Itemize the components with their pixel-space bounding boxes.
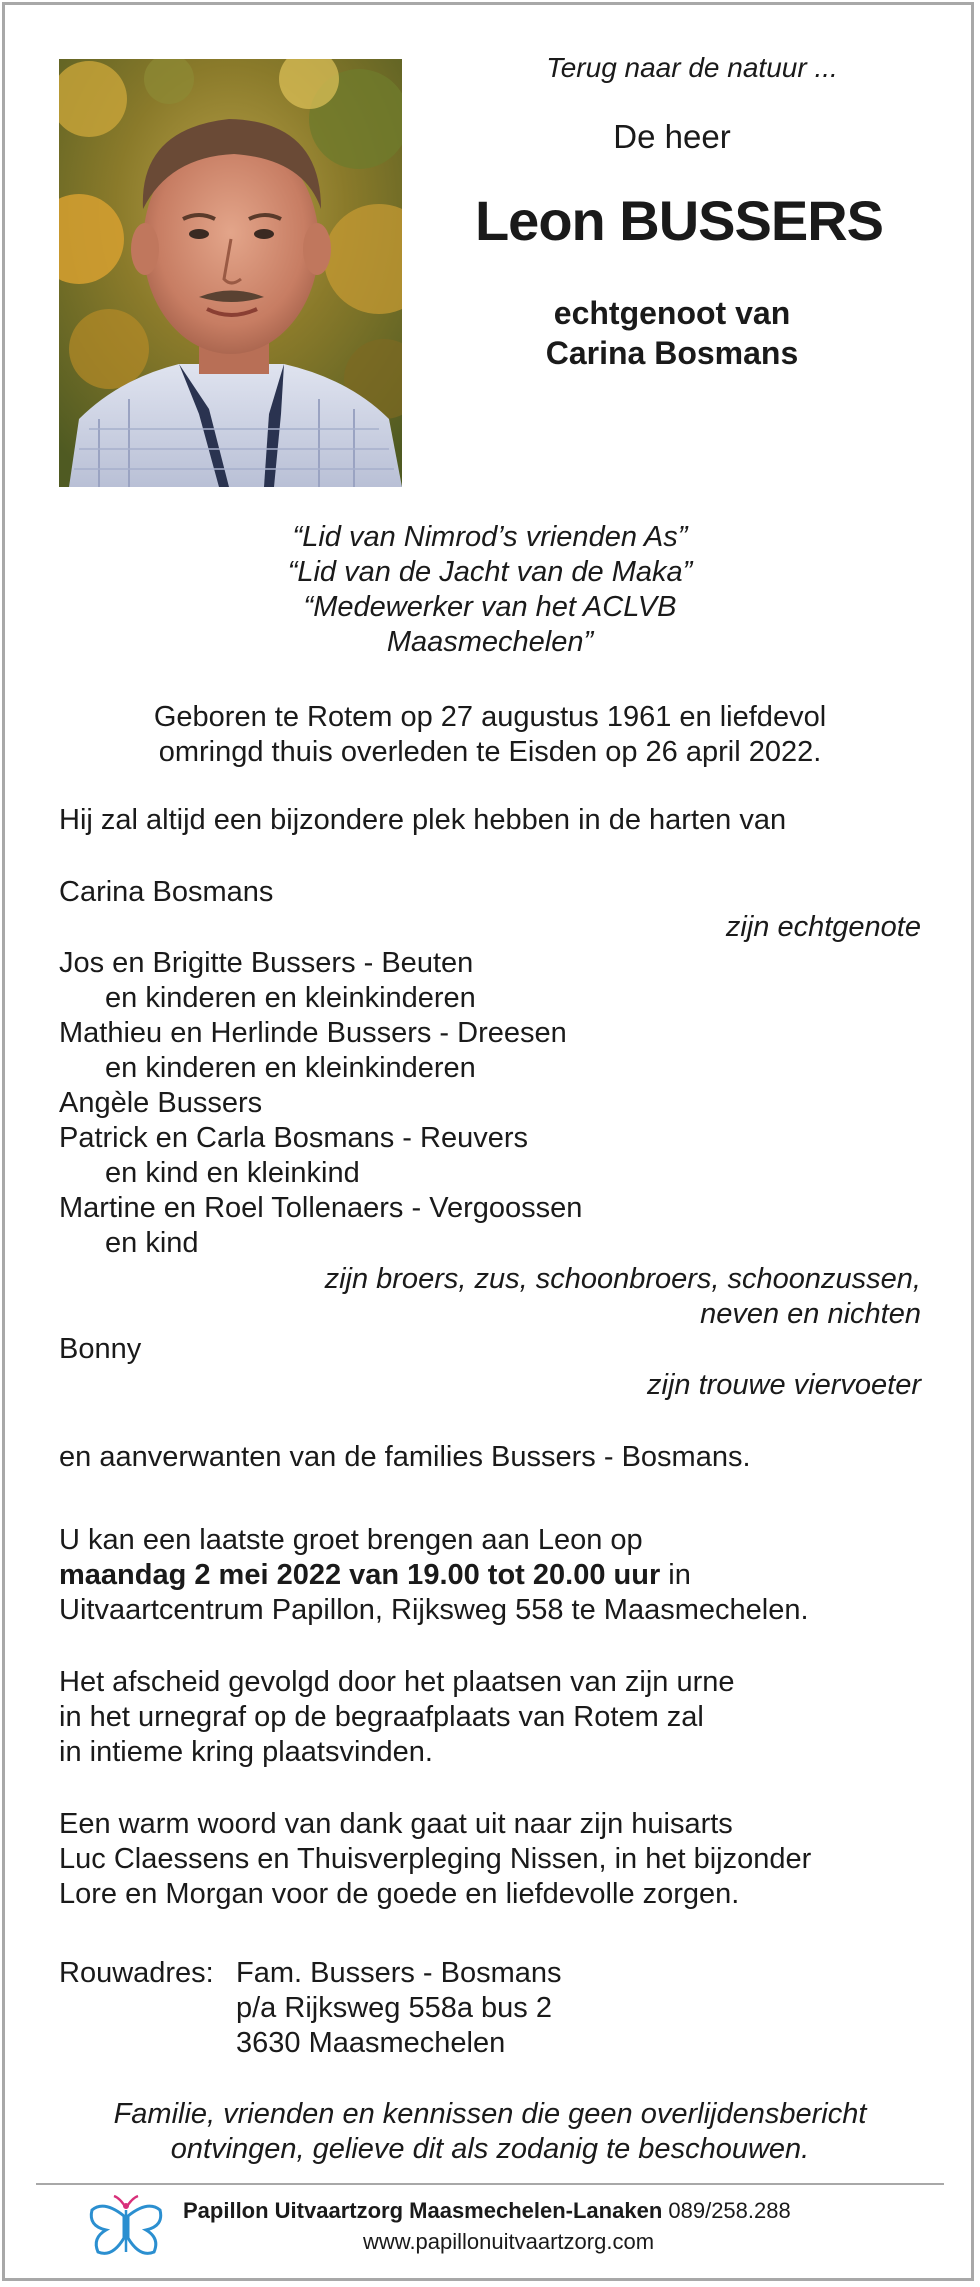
motto: Terug naar de natuur ...	[546, 52, 838, 83]
mourner-line: Martine en Roel Tollenaers - Vergoossen	[59, 1192, 583, 1224]
thanks-line: Een warm woord van dank gaat uit naar zijn huisarts	[59, 1808, 733, 1840]
footer-divider	[36, 2183, 944, 2185]
birth-death-line: Geboren te Rotem op 27 augustus 1961 en liefdevol	[153, 701, 827, 733]
thanks-line: Lore en Morgan voor de goede en liefdevolle zorgen.	[59, 1878, 740, 1910]
spouse-line-1: echtgenoot van	[553, 295, 791, 331]
visitation-date	[59, 1558, 691, 1593]
quote-line: “Medewerker van het ACLVB	[303, 591, 677, 623]
deceased-name: Leon BUSSERS	[474, 189, 884, 252]
mourner-role: neven en nichten	[700, 1298, 921, 1330]
address-line: Fam. Bussers - Bosmans	[236, 1957, 562, 1989]
relatives-line: en aanverwanten van de families Bussers - Bosmans.	[59, 1441, 751, 1473]
birth-death-line: omringd thuis overleden te Eisden op 26 april 2022.	[158, 736, 822, 768]
mourner-line: Mathieu en Herlinde Bussers - Dreesen	[59, 1017, 567, 1049]
visitation-line: Uitvaartcentrum Papillon, Rijksweg 558 te Maasmechelen.	[59, 1594, 809, 1626]
address-line: 3630 Maasmechelen	[236, 2027, 506, 2059]
mourner-role: zijn trouwe viervoeter	[647, 1369, 921, 1401]
mourner-spouse: Carina Bosmans	[59, 876, 274, 908]
mourner-role: zijn broers, zus, schoonbroers, schoonzussen,	[324, 1263, 921, 1295]
salutation: De heer	[613, 118, 731, 155]
mourner-line: Angèle Bussers	[59, 1087, 263, 1119]
visitation-line: U kan een laatste groet brengen aan Leon op	[59, 1524, 643, 1556]
footer-website[interactable]: www.papillonuitvaartzorg.com	[363, 2229, 655, 2254]
mourner-line: Jos en Brigitte Bussers - Beuten	[59, 947, 474, 979]
intro-text: Hij zal altijd een bijzondere plek hebben in de harten van	[59, 804, 787, 836]
farewell-line: Het afscheid gevolgd door het plaatsen van zijn urne	[59, 1666, 735, 1698]
notice-line: Familie, vrienden en kennissen die geen overlijdensbericht	[113, 2098, 867, 2130]
mourner-role: zijn echtgenote	[725, 911, 921, 943]
mourner-line: en kinderen en kleinkinderen	[105, 982, 476, 1014]
mourner-pet: Bonny	[59, 1333, 142, 1365]
notice-line: ontvingen, gelieve dit als zodanig te beschouwen.	[170, 2133, 810, 2165]
mourner-line: Patrick en Carla Bosmans - Reuvers	[59, 1122, 528, 1154]
thanks-line: Luc Claessens en Thuisverpleging Nissen, in het bijzonder	[59, 1843, 812, 1875]
portrait-photo	[59, 59, 402, 487]
footer-phone: 089/258.288	[662, 2198, 791, 2223]
visitation-date-suffix: in	[660, 1559, 691, 1591]
footer-company-line	[183, 2198, 791, 2224]
mourner-line: en kind en kleinkind	[105, 1157, 360, 1189]
quote-line: “Lid van de Jacht van de Maka”	[287, 556, 693, 588]
spouse-line-2: Carina Bosmans	[545, 335, 799, 371]
farewell-line: in het urnegraf op de begraafplaats van Rotem zal	[59, 1701, 704, 1733]
quote-line: “Lid van Nimrod’s vrienden As”	[292, 521, 688, 553]
address-line: p/a Rijksweg 558a bus 2	[236, 1992, 552, 2024]
footer-company: Papillon Uitvaartzorg Maasmechelen-Lanaken	[183, 2198, 663, 2223]
mourner-line: en kinderen en kleinkinderen	[105, 1052, 476, 1084]
farewell-line: in intieme kring plaatsvinden.	[59, 1736, 433, 1768]
quote-line: Maasmechelen”	[386, 626, 594, 658]
visitation-date-bold: maandag 2 mei 2022 van 19.00 tot 20.00 uur	[59, 1559, 661, 1591]
butterfly-logo-icon	[86, 2192, 166, 2260]
mourner-line: en kind	[105, 1227, 199, 1259]
address-label: Rouwadres:	[59, 1957, 214, 1989]
